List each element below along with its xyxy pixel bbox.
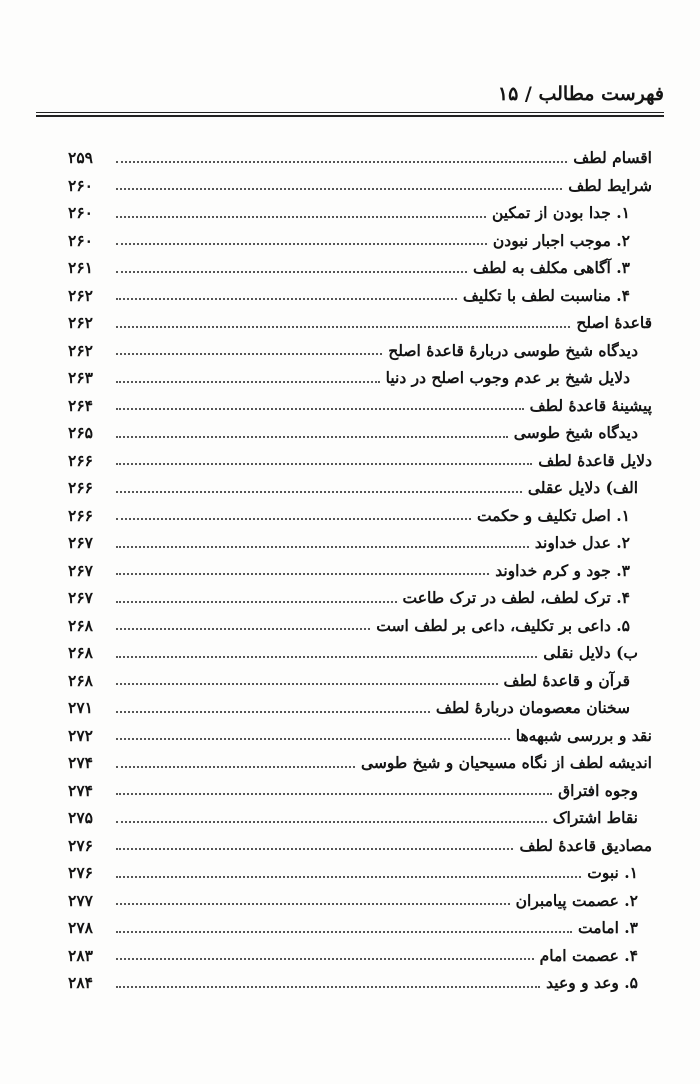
toc-entry[interactable] [68, 227, 652, 255]
toc-entry[interactable] [68, 502, 652, 530]
toc-entry-title: نقاط اشتراک [552, 808, 638, 828]
toc-entry[interactable] [68, 337, 652, 365]
toc-entry-page: ۲۶۳ [68, 368, 93, 388]
header-title: فهرست مطالب / ۱۵ [497, 83, 664, 105]
toc-entry[interactable] [68, 419, 652, 447]
dot-leader [116, 298, 457, 300]
dot-leader [116, 216, 486, 218]
dot-leader [116, 546, 529, 548]
toc-entry[interactable] [68, 557, 652, 585]
toc-entry[interactable] [68, 364, 652, 392]
dot-leader [116, 958, 534, 960]
toc-entry-title: شرایط لطف [568, 175, 652, 195]
toc-entry-title: مصادیق قاعدهٔ لطف [519, 835, 652, 855]
toc-entry-page: ۲۶۵ [68, 423, 93, 443]
toc-entry-title: دلایل شیخ بر عدم وجوب اصلح در دنیا [385, 368, 630, 388]
toc-entry-page: ۲۶۷ [68, 588, 93, 608]
dot-leader [116, 243, 487, 245]
toc-entry[interactable] [68, 914, 652, 942]
toc-entry-title: ۲. موجب اجبار نبودن [492, 230, 630, 250]
dot-leader [116, 848, 513, 850]
toc-entry-page: ۲۷۴ [68, 780, 93, 800]
toc-entry-title: ۱. جدا بودن از تمکین [491, 203, 630, 223]
toc-entry-page: ۲۷۵ [68, 808, 93, 828]
toc-entry-title: سخنان معصومان دربارهٔ لطف [435, 698, 630, 718]
toc-entry-title: ۴. عصمت امام [539, 945, 638, 965]
toc-entry[interactable] [68, 777, 652, 805]
toc-entry[interactable] [68, 694, 652, 722]
dot-leader [116, 628, 370, 630]
toc-entry[interactable] [68, 309, 652, 337]
toc-entry-title: ۴. مناسبت لطف با تکلیف [462, 285, 630, 305]
toc-entry-title: اقسام لطف [573, 148, 652, 168]
toc-entry-page: ۲۶۰ [68, 175, 93, 195]
dot-leader [116, 766, 355, 768]
header-rule [36, 112, 664, 113]
dot-leader [116, 491, 522, 493]
toc-entry[interactable] [68, 612, 652, 640]
toc-entry-title: دیدگاه شیخ طوسی [513, 423, 638, 443]
toc-entry-page: ۲۶۱ [68, 258, 93, 278]
toc-entry-page: ۲۶۸ [68, 643, 93, 663]
toc-entry[interactable] [68, 254, 652, 282]
toc-entry-title: ب) دلایل نقلی [543, 643, 638, 663]
toc-entry[interactable] [68, 282, 652, 310]
toc-entry-page: ۲۷۲ [68, 725, 93, 745]
toc-entry[interactable] [68, 749, 652, 777]
toc-entry-title: ۲. عصمت پیامبران [515, 890, 638, 910]
dot-leader [116, 711, 430, 713]
toc-entry-title: ۱. نبوت [587, 863, 638, 883]
dot-leader [116, 436, 508, 438]
toc-entry-title: ۵. داعی بر تکلیف، داعی بر لطف است [376, 615, 630, 635]
toc-entry[interactable] [68, 722, 652, 750]
table-of-contents [68, 144, 652, 997]
dot-leader [116, 656, 537, 658]
toc-entry-page: ۲۷۸ [68, 918, 93, 938]
dot-leader [116, 793, 552, 795]
toc-entry-page: ۲۶۶ [68, 478, 93, 498]
dot-leader [116, 353, 382, 355]
toc-entry-page: ۲۶۷ [68, 533, 93, 553]
toc-entry-page: ۲۶۸ [68, 670, 93, 690]
toc-entry-title: دلایل قاعدهٔ لطف [538, 450, 652, 470]
dot-leader [116, 903, 510, 905]
dot-leader [116, 738, 510, 740]
toc-entry-page: ۲۶۲ [68, 285, 93, 305]
toc-entry-page: ۲۷۶ [68, 835, 93, 855]
toc-entry-page: ۲۷۶ [68, 863, 93, 883]
toc-entry-title: ۵. وعد و وعید [546, 973, 638, 993]
dot-leader [116, 876, 581, 878]
toc-entry-title: نقد و بررسی شبهه‌ها [515, 725, 652, 745]
toc-entry[interactable] [68, 172, 652, 200]
dot-leader [116, 161, 567, 163]
toc-entry-title: ۲. عدل خداوند [534, 533, 630, 553]
toc-entry[interactable] [68, 529, 652, 557]
toc-entry-page: ۲۶۷ [68, 560, 93, 580]
toc-entry-page: ۲۵۹ [68, 148, 93, 168]
toc-entry-page: ۲۶۸ [68, 615, 93, 635]
toc-entry-page: ۲۷۱ [68, 698, 93, 718]
toc-entry-page: ۲۶۰ [68, 230, 93, 250]
toc-entry[interactable] [68, 392, 652, 420]
toc-entry[interactable] [68, 887, 652, 915]
toc-entry-title: قاعدهٔ اصلح [576, 313, 652, 333]
toc-entry[interactable] [68, 199, 652, 227]
toc-entry[interactable] [68, 144, 652, 172]
toc-entry[interactable] [68, 639, 652, 667]
toc-entry[interactable] [68, 584, 652, 612]
toc-entry-page: ۲۸۴ [68, 973, 93, 993]
toc-entry-title: الف) دلایل عقلی [527, 478, 638, 498]
toc-entry-page: ۲۶۶ [68, 450, 93, 470]
toc-entry-page: ۲۶۴ [68, 395, 93, 415]
toc-entry[interactable] [68, 474, 652, 502]
toc-entry[interactable] [68, 969, 652, 997]
toc-entry-title: ۳. امامت [578, 918, 638, 938]
toc-entry-page: ۲۶۲ [68, 313, 93, 333]
dot-leader [116, 408, 524, 410]
toc-entry-title: ۱. اصل تکلیف و حکمت [476, 505, 630, 525]
toc-entry[interactable] [68, 942, 652, 970]
toc-entry[interactable] [68, 832, 652, 860]
header-rule-thick [36, 115, 664, 117]
toc-entry-title: ۴. ترک لطف، لطف در ترک طاعت [402, 588, 630, 608]
toc-entry-page: ۲۶۲ [68, 340, 93, 360]
dot-leader [116, 821, 547, 823]
toc-entry[interactable] [68, 667, 652, 695]
dot-leader [116, 683, 498, 685]
dot-leader [116, 326, 570, 328]
toc-entry-title: دیدگاه شیخ طوسی دربارهٔ قاعدهٔ اصلح [388, 340, 638, 360]
dot-leader [116, 518, 471, 520]
toc-entry[interactable] [68, 804, 652, 832]
toc-entry-page: ۲۸۳ [68, 945, 93, 965]
toc-entry-page: ۲۶۶ [68, 505, 93, 525]
dot-leader [116, 601, 397, 603]
dot-leader [116, 931, 572, 933]
toc-entry-title: ۳. آگاهی مکلف به لطف [473, 258, 630, 278]
toc-entry[interactable] [68, 859, 652, 887]
dot-leader [116, 271, 467, 273]
toc-entry[interactable] [68, 447, 652, 475]
dot-leader [116, 381, 380, 383]
toc-entry-title: پیشینهٔ قاعدهٔ لطف [529, 395, 652, 415]
toc-entry-title: قرآن و قاعدهٔ لطف [503, 670, 630, 690]
toc-entry-page: ۲۷۷ [68, 890, 93, 910]
dot-leader [116, 188, 562, 190]
toc-entry-page: ۲۶۰ [68, 203, 93, 223]
page-header [36, 82, 664, 114]
toc-entry-title: وجوه افتراق [558, 780, 638, 800]
dot-leader [116, 986, 540, 988]
toc-entry-page: ۲۷۴ [68, 753, 93, 773]
toc-entry-title: ۳. جود و کرم خداوند [495, 560, 630, 580]
toc-entry-title: اندیشه لطف از نگاه مسیحیان و شیخ طوسی [361, 753, 652, 773]
dot-leader [116, 573, 489, 575]
dot-leader [116, 463, 532, 465]
